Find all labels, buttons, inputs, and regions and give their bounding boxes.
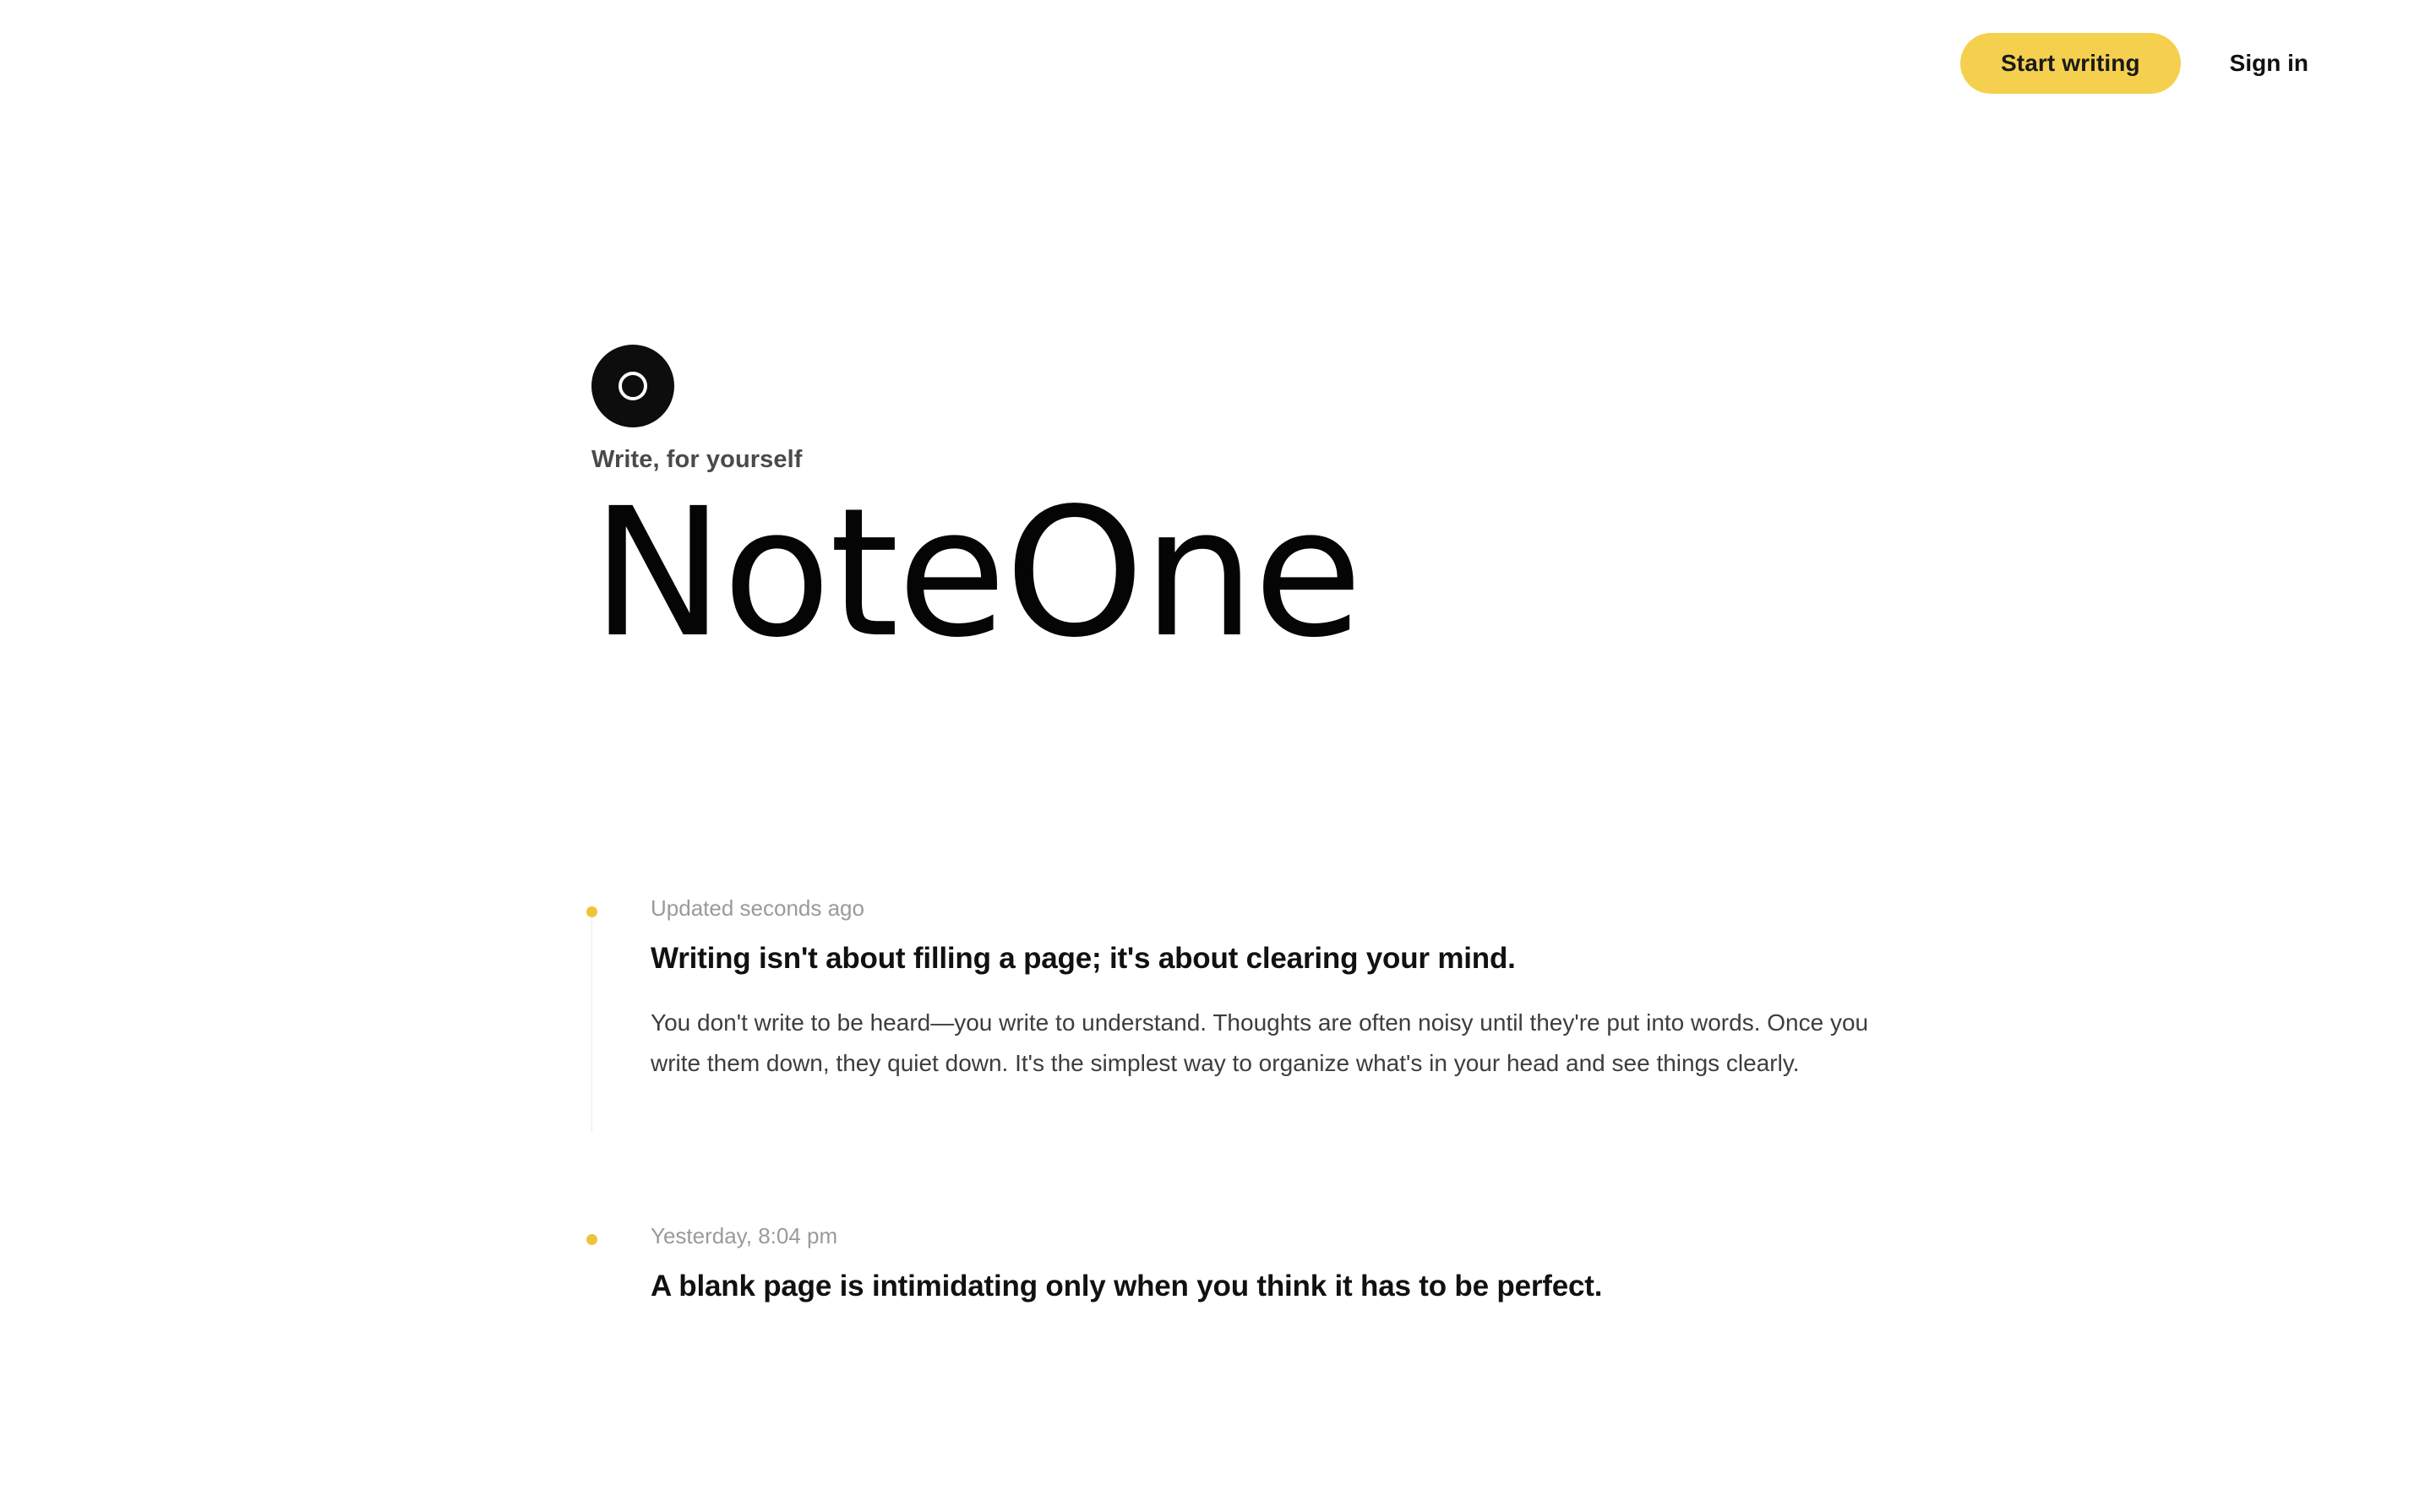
notes-timeline bbox=[591, 895, 1876, 1364]
list-item[interactable] bbox=[591, 895, 1876, 1118]
list-item[interactable] bbox=[591, 1223, 1876, 1364]
ring-shape bbox=[619, 372, 647, 400]
top-navigation bbox=[0, 0, 2425, 127]
timeline-dot-icon bbox=[586, 1234, 597, 1245]
sign-in-button[interactable]: Sign in bbox=[2215, 33, 2324, 94]
note-timestamp: Updated seconds ago bbox=[651, 895, 864, 921]
timeline-rail bbox=[591, 914, 592, 1133]
timeline-dot-icon bbox=[586, 906, 597, 917]
hero-section bbox=[591, 345, 1859, 677]
note-timestamp: Yesterday, 8:04 pm bbox=[651, 1223, 838, 1249]
circle-ring-icon bbox=[591, 345, 674, 427]
note-title[interactable]: Writing isn't about filling a page; it's about clearing your mind. bbox=[651, 942, 1516, 975]
hero-tagline: Write, for yourself bbox=[591, 446, 803, 473]
note-body: You don't write to be heard—you write to understand. Thoughts are often noisy until they're put into words. Once you write them down, they quiet down. It's the simplest way to organize what's in your head and see things clearly. bbox=[651, 1009, 1869, 1076]
start-writing-button[interactable]: Start writing bbox=[1960, 33, 2181, 94]
page-title: NoteOne bbox=[591, 470, 1361, 677]
note-title[interactable]: A blank page is intimidating only when you think it has to be perfect. bbox=[651, 1270, 1603, 1303]
